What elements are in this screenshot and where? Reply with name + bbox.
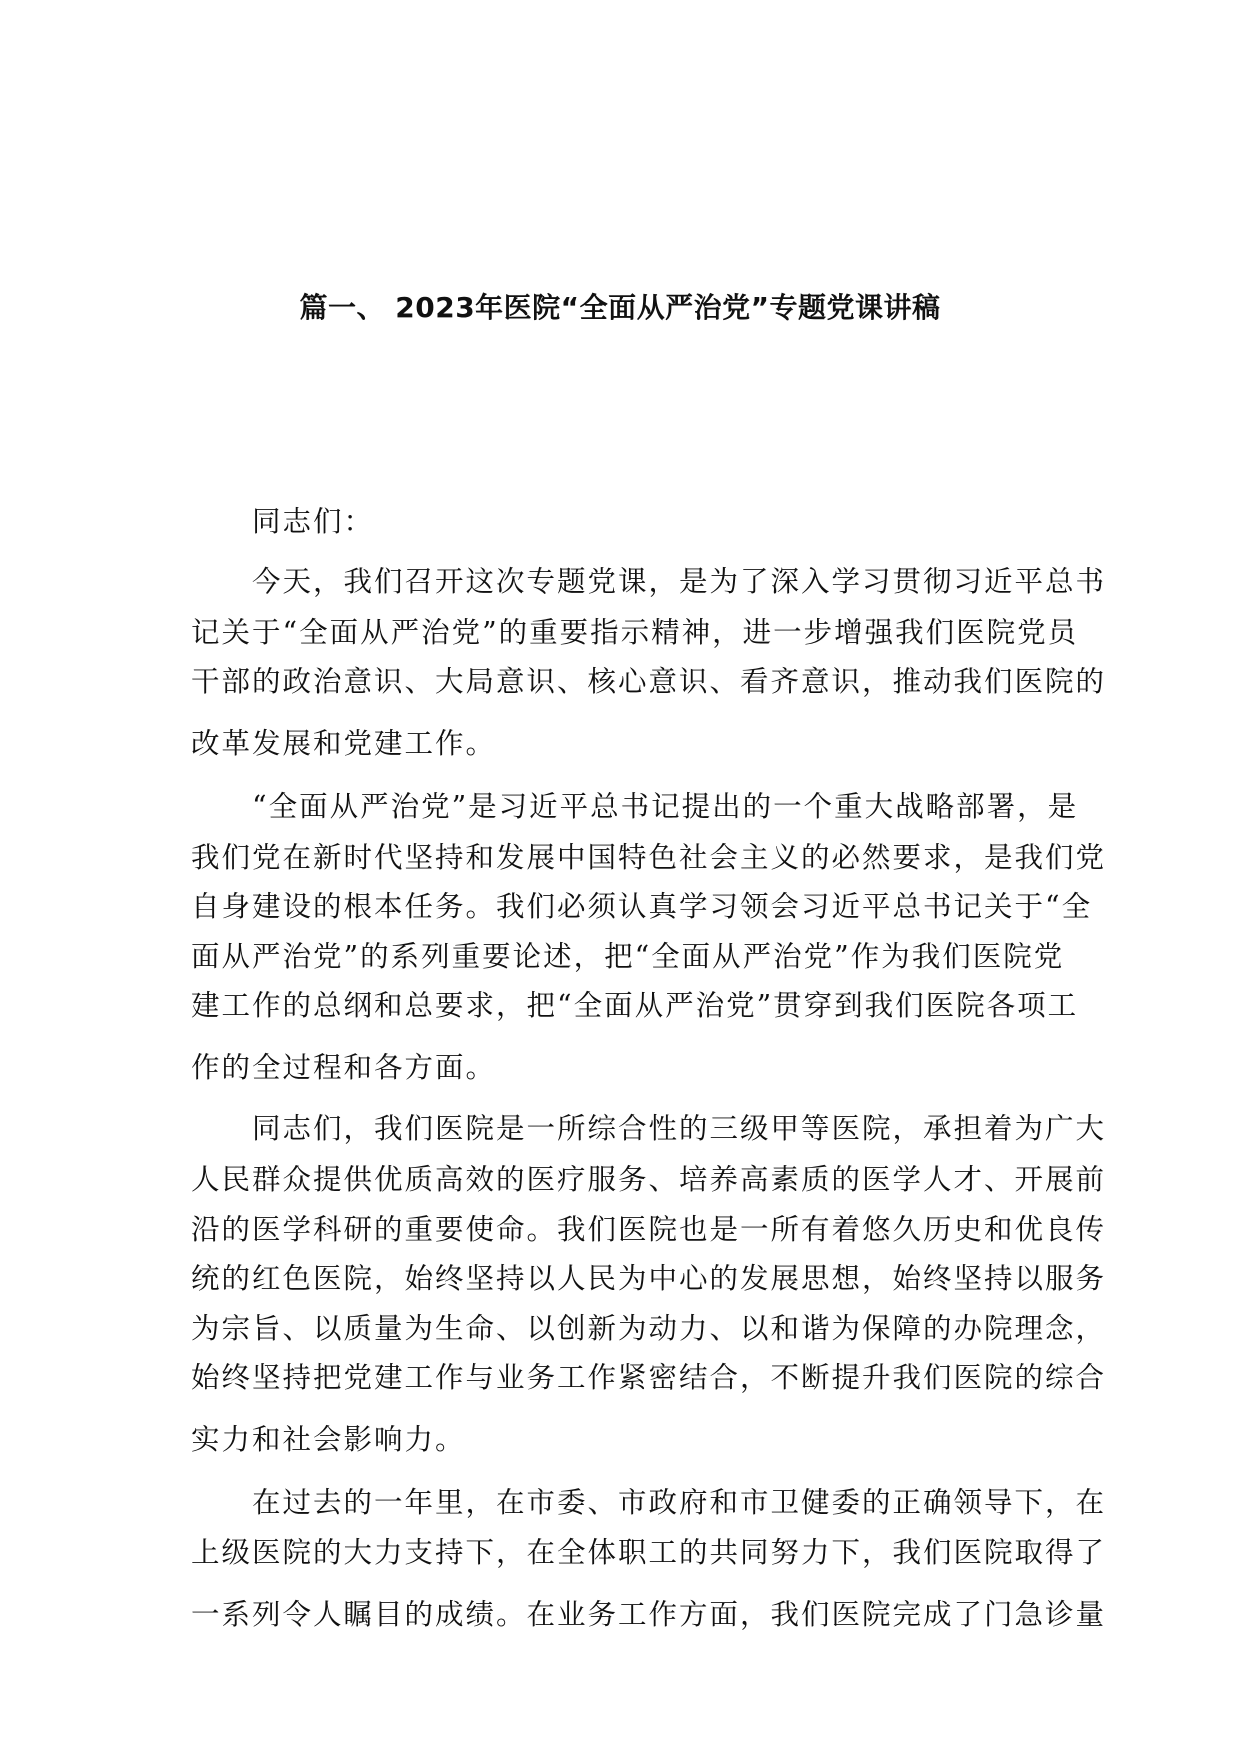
paragraph-line: 改革发展和党建工作。	[191, 727, 497, 760]
paragraph-line: 沿的医学科研的重要使命。我们医院也是一所有着悠久历史和优良传	[191, 1213, 1107, 1246]
paragraph-line: 我们党在新时代坚持和发展中国特色社会主义的必然要求，是我们党	[191, 841, 1107, 874]
paragraph-line: “全面从严治党”是习近平总书记提出的一个重大战略部署，是	[252, 790, 1079, 823]
paragraph-line: 实力和社会影响力。	[191, 1423, 466, 1456]
document-title: 篇一、 2023年医院“全面从严治党”专题党课讲稿	[299, 291, 941, 324]
paragraph-line: 记关于“全面从严治党”的重要指示精神，进一步增强我们医院党员	[191, 616, 1079, 649]
paragraph-line: 建工作的总纲和总要求，把“全面从严治党”贯穿到我们医院各项工	[191, 989, 1079, 1022]
paragraph-line: 作的全过程和各方面。	[191, 1051, 497, 1084]
paragraph-line: 同志们，我们医院是一所综合性的三级甲等医院，承担着为广大	[252, 1112, 1107, 1145]
paragraph-line: 干部的政治意识、大局意识、核心意识、看齐意识，推动我们医院的	[191, 665, 1107, 698]
paragraph-line: 始终坚持把党建工作与业务工作紧密结合，不断提升我们医院的综合	[191, 1361, 1107, 1394]
paragraph-line: 面从严治党”的系列重要论述，把“全面从严治党”作为我们医院党	[191, 940, 1065, 973]
paragraph-line: 自身建设的根本任务。我们必须认真学习领会习近平总书记关于“全	[191, 890, 1093, 923]
paragraph-line: 今天，我们召开这次专题党课，是为了深入学习贯彻习近平总书	[252, 565, 1107, 598]
paragraph-line: 在过去的一年里，在市委、市政府和市卫健委的正确领导下，在	[252, 1486, 1107, 1519]
salutation-line: 同志们：	[252, 505, 375, 538]
paragraph-line: 一系列令人瞩目的成绩。在业务工作方面，我们医院完成了门急诊量	[191, 1598, 1107, 1631]
paragraph-line: 为宗旨、以质量为生命、以创新为动力、以和谐为保障的办院理念，	[191, 1312, 1107, 1345]
paragraph-line: 人民群众提供优质高效的医疗服务、培养高素质的医学人才、开展前	[191, 1163, 1107, 1196]
paragraph-line: 统的红色医院，始终坚持以人民为中心的发展思想，始终坚持以服务	[191, 1262, 1107, 1295]
paragraph-line: 上级医院的大力支持下，在全体职工的共同努力下，我们医院取得了	[191, 1536, 1107, 1569]
